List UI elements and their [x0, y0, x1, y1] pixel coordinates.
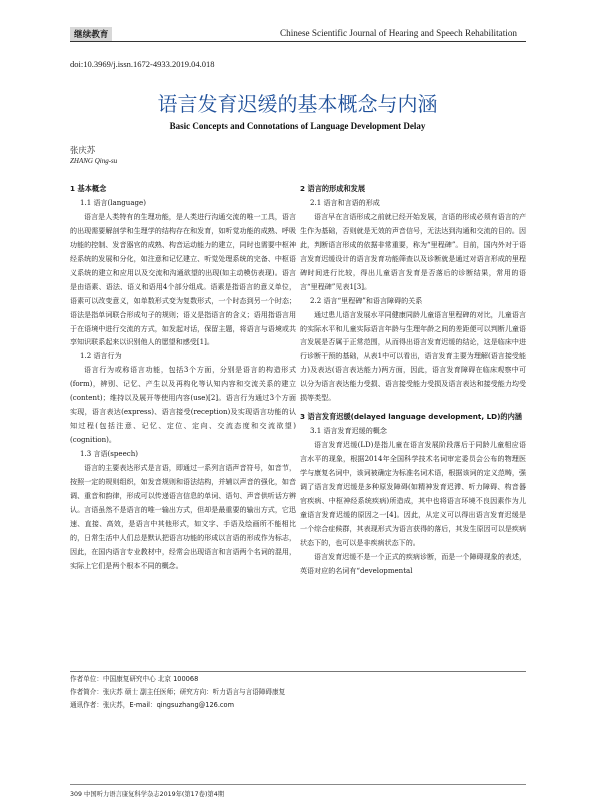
left-column [70, 182, 296, 573]
body-paragraph: 语言行为或称语言功能，包括3个方面，分别是语言的构造形式(form)，辨别、记忆、产生以及再构化等认知内容和交流关系的建立(content)；维持以及展开等使用内容(use)[2]。语言行为通过3个方面实现，语言表达(express)、语言接受(reception)及实现语言功能的认知过程(包括注意、记忆、定位、定向、交流态度和交流欲望)(cognition)。 [70, 365, 296, 445]
page-footer: 309 中国听力语言康复科学杂志2019年(第17卷)第4期 [70, 791, 225, 798]
footnote-affiliation: 作者单位：中国康复研究中心 北京 100068 [70, 675, 199, 683]
footnote-rule [70, 671, 526, 672]
subsection-heading: 1.3 言语(speech) [80, 449, 138, 459]
body-paragraph: 语言发育迟缓不是一个正式的疾病诊断，而是一个障碍现象的表述，英语对应的名词有“developmental [300, 551, 526, 575]
body-paragraph: 语言发育迟缓(LD)是指儿童在语言发展阶段落后于同龄儿童相应语言水平的现象，根据2014年全国科学技术名词审定委员会公布的物理医学与康复名词中，该词被确定为标准名词术语，根据该词的定义范畴，强调了语言发育迟缓是多种原发障碍(如精神发育迟滞、听力障碍、构音器官疾病、中枢神经系统疾病)所造成，其中也将语言环境不良因素作为儿童语言发育迟缓的原因之一[4]。因此，从定义可以得出语言发育迟缓是一个综合症候群，其表现形式为语言获得的落后，其发生原因可以是疾病状态下的，也可以是非疾病状态下的。 [300, 440, 526, 547]
body-paragraph: 通过患儿语言发展水平同健康同龄儿童语言里程碑的对比，儿童语言的实际水平和儿童实际语言年龄与生理年龄之间的差距便可以判断儿童语言发展是否属于正常范围，从而得出语言发育迟缓的结论，这是临床中进行诊断干预的基础，从表1中可以看出，语言发育主要为理解(语言接受能力)及表达(语言表达能力)两方面，因此，语言发育障碍在临床观察中可以分为语言表达能力受损、语言接受能力受损及语言表达和接受能力均受损等类型。 [300, 309, 526, 403]
subsection-heading: 3.1 语言发育迟缓的概念 [310, 426, 387, 436]
section-heading: 3 语言发育迟缓(delayed language development, LD)的内涵 [300, 412, 522, 422]
subsection-heading: 1.2 语言行为 [80, 351, 122, 361]
author-name: 张庆苏 [70, 145, 96, 155]
header-rule [70, 41, 526, 42]
english-title: Basic Concepts and Connotations of Language Development Delay [169, 121, 426, 131]
body-paragraph: 语言是人类特有的生理功能，是人类进行沟通交流的唯一工具，语言的出现需要解剖学和生理学的结构存在和发育，如听觉功能的成熟、呼吸功能的控制、发音器官的成熟、构音运动能力的建立，同时也需要中枢神经系统的发展和分化，如注意和记忆建立、听觉处理系统的完备、中枢语义系统的建立和应用以及交流和沟通欲望的出现(如主动模仿表现)。语言是由语素、语法、语义和语用4个部分组成。语素是指语言的意义单位，语素可以改变意义，如单数形式变为复数形式，一个时态到另一个时态；语法是指单词联合形成句子的规则；语义是指语言的含义；语用指语言用于在语境中进行交流的方式，如发起对话，保留主题，将语言与语境或共享知识联系起来以识别他人的愿望和感受[1]。 [70, 211, 296, 347]
footnote-author-bio: 作者简介：张庆苏 硕士 副主任医师；研究方向：听力语言与言语障碍康复 [70, 688, 286, 696]
subsection-heading: 2.2 语言“里程碑”和语言障碍的关系 [310, 295, 423, 305]
page-title: 语言发育迟缓的基本概念与内涵 [157, 92, 438, 116]
section-badge: 继续教育 [70, 27, 112, 41]
section-heading: 2 语言的形成和发展 [300, 184, 366, 193]
author-name-english: ZHANG Qing-su [70, 157, 118, 165]
page-footer-rule [70, 784, 526, 785]
subsection-heading: 1.1 语言(language) [80, 197, 146, 207]
doi-text: doi:10.3969/j.issn.1672-4933.2019.04.018 [70, 59, 215, 69]
footnote-correspondence: 通讯作者：张庆苏，E-mail：qingsuzhang@126.com [70, 701, 235, 709]
right-column [300, 182, 526, 578]
journal-header: Chinese Scientific Journal of Hearing and Speech Rehabilitation [280, 28, 518, 38]
section-heading: 1 基本概念 [70, 184, 107, 193]
body-paragraph: 语言早在言语形成之前就已经开始发展，言语的形成必须有语言的产生作为基础，否则就是无效的声音信号，无法达到沟通和交流的目的。因此，判断语言形成的依据非常重要，称为“里程碑”。目前，国内外对于语言发育迟缓设计的语言发育功能筛查以及诊断就是通过对语言形成的里程碑时间进行比较，得出儿童语言发育是否落后的诊断结果，常用的语言“里程碑”见表1[3]。 [300, 211, 526, 291]
subsection-heading: 2.1 语言和言语的形成 [310, 197, 380, 207]
body-paragraph: 语言的主要表达形式是言语，即通过一系列言语声音符号，如音节，按照一定的规则组织，如发音规则和语法结构，并辅以声音的强化，如音调、重音和韵律，形成可以传递语言信息的单词、语句、声音供听话方辨认。言语虽然不是语言的唯一输出方式，但却是最重要的输出方式，它迅速、直接、高效，是语言中其他形式，如文字、手语及绘画所不能相比的，日常生活中人们总是默认把语言功能的形成以言语的形成作为标志，因此，在国内语言专业教材中，经常会出现语言和言语两个名词的混用，实际上它们是两个根本不同的概念。 [70, 463, 296, 570]
